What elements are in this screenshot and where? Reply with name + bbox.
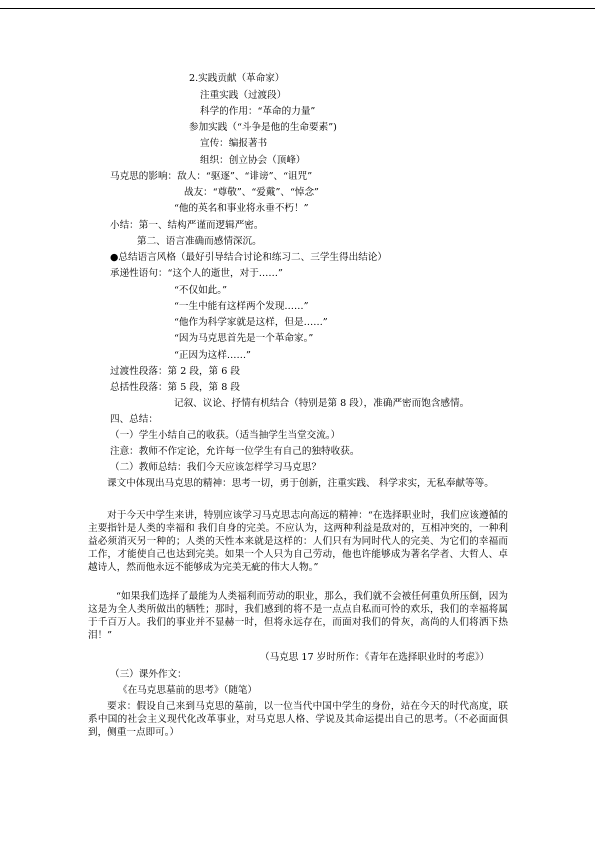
influence-line: “他的英名和事业将永垂不朽！” <box>174 203 309 214</box>
outline-line: 组织：创立协会（顶峰） <box>200 155 306 166</box>
paragraph: 课文中体现出马克思的精神：思考一切，勇于创新，注重实践、 科学求实，无私奉献等等。 <box>107 478 494 489</box>
section-2-title: 2.实践贡献（革命家） <box>189 73 285 84</box>
style-heading: ●总结语言风格（最好引导结合讨论和练习二、三学生得出结论） <box>110 252 387 263</box>
quote-paragraph: “如果我们选择了最能为人类福利而劳动的职业，那么，我们就不会被任何重负所压倒，因为这是为全人类所做出的牺牲；那时，我们感到的将不是一点点自私而可怜的欢乐，我们的幸福将属于千百万人。我们的事业并不显赫一时，但将永远存在，而面对我们的骨灰，高尚的人们将洒下热泪！” <box>88 591 508 641</box>
essay-requirement: 要求：假设自己来到马克思的墓前，以一位当代中国中学生的身份，站在今天的时代高度，联系中国的社会主义现代化改革事业，对马克思人格、学说及其命运提出自己的思考。（不必面面俱到，侧重一点即可。） <box>88 701 508 738</box>
quote-line: 承递性语句：“这个人的逝世，对于……” <box>110 268 283 279</box>
summary-line: 小结：第一、结构严谨而逻辑严密。 <box>110 220 264 231</box>
part-4-item: （二）教师总结：我们今天应该怎样学习马克思？ <box>110 462 322 473</box>
influence-line: 马克思的影响：敌人：“驱逐”、“诽谤”、“诅咒” <box>110 171 313 182</box>
part-4-item: （一）学生小结自己的收获。（适当抽学生当堂交流。） <box>110 430 341 441</box>
part-4-item: （三）课外作文： <box>110 669 187 680</box>
quote-line: “一生中能有这样两个发现……” <box>174 301 309 312</box>
summary-paragraphs: 总括性段落：第 5 段，第 8 段 <box>110 382 240 393</box>
part-4-note: 注意：教师不作定论，允许每一位学生有自己的独特收获。 <box>110 446 360 457</box>
quote-line: “不仅如此。” <box>174 285 227 296</box>
part-4-heading: 四、总结： <box>110 414 158 425</box>
header-rule <box>0 8 595 9</box>
outline-line: 参加实践（“斗争是他的生命要素”) <box>189 122 337 133</box>
transition-paragraphs: 过渡性段落：第 2 段，第 6 段 <box>110 366 240 377</box>
quote-line: “他作为科学家就是这样，但是……” <box>174 317 328 328</box>
quote-line: “正因为这样……” <box>174 350 251 361</box>
outline-line: 注重实践（过渡段） <box>200 90 287 101</box>
outline-line: 科学的作用：“革命的力量” <box>200 106 316 117</box>
summary-line: 第二、语言准确而感情深沉。 <box>137 236 262 247</box>
style-conclusion: 记叙、议论、抒情有机结合（特别是第 8 段），准确严密而饱含感情。 <box>174 398 470 409</box>
essay-title: 《在马克思墓前的思考》（随笔） <box>118 685 258 696</box>
quote-source: （马克思 17 岁时所作：《青年在选择职业时的考虑》） <box>260 652 490 663</box>
outline-line: 宣传：编报著书 <box>200 138 268 149</box>
influence-line: 战友：“尊敬”、“爱戴”、“悼念” <box>184 187 319 198</box>
quote-line: “因为马克思首先是一个革命家。” <box>174 333 314 344</box>
paragraph: 对于今天中学生来讲，特别应该学习马克思志向高远的精神：“在选择职业时，我们应该遵循的主要指针是人类的幸福和 我们自身的完美。不应认为，这两种利益是敌对的，互相冲突的，一种利益必须消灭另一种的；人类的天性本来就是这样的：人们只有为同时代人的完美、为它们的幸福而工作，才能使自己也达到完美。如果一个人只为自己劳动，他也许能够成为著名学者、大哲人、卓越诗人，然而他永远不能够成为完美无疵的伟大人物。” <box>88 510 508 573</box>
